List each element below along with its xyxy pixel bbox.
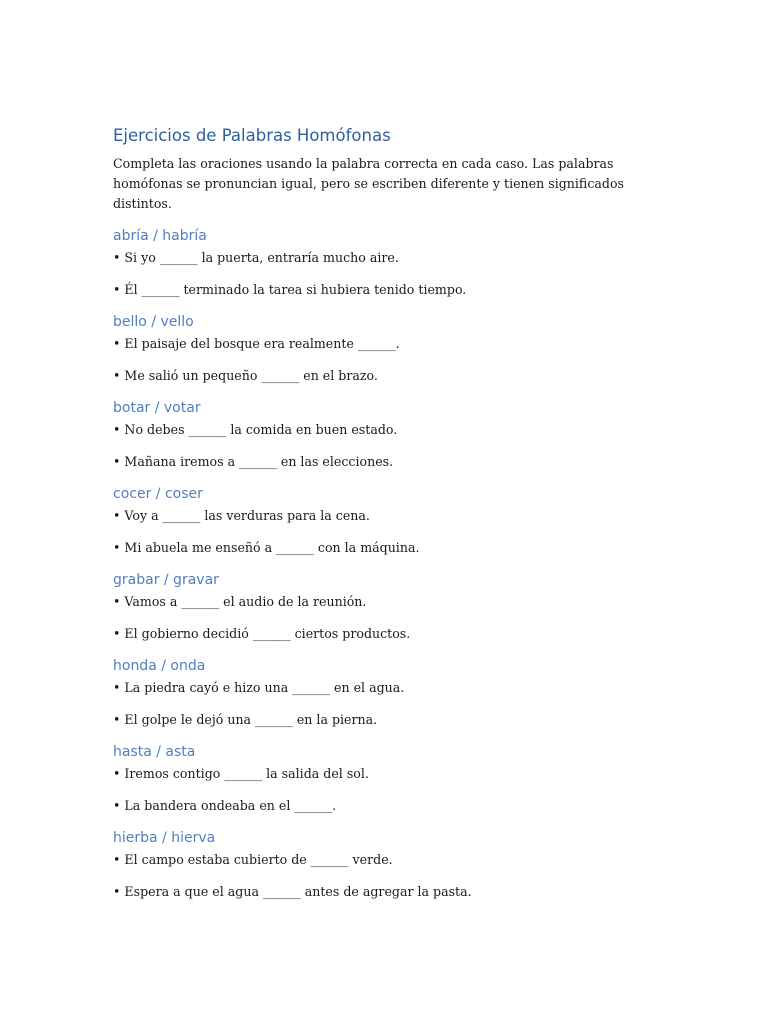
section-heading: hierba / hierva — [113, 830, 216, 846]
exercise-item: • El paisaje del bosque era realmente ______. — [113, 336, 400, 351]
exercise-item: • La bandera ondeaba en el ______. — [113, 798, 337, 813]
section-heading: honda / onda — [113, 658, 206, 674]
intro-paragraph: Completa las oraciones usando la palabra correcta en cada caso. Las palabras homófonas se pronuncian igual, pero se escriben diferente y tienen significados distintos. — [113, 156, 624, 211]
section-heading: grabar / gravar — [113, 572, 219, 588]
section-cocer-coser — [113, 484, 673, 558]
exercise-item: • Espera a que el agua ______ antes de agregar la pasta. — [113, 884, 472, 899]
exercise-item: • La piedra cayó e hizo una ______ en el agua. — [113, 680, 405, 695]
exercise-item: • No debes ______ la comida en buen estado. — [113, 422, 398, 437]
exercise-item: • El gobierno decidió ______ ciertos productos. — [113, 626, 411, 641]
section-bello-vello — [113, 312, 673, 386]
section-honda-onda — [113, 656, 673, 730]
exercise-item: • Vamos a ______ el audio de la reunión. — [113, 594, 367, 609]
section-heading: bello / vello — [113, 314, 194, 330]
exercise-item: • Mi abuela me enseñó a ______ con la máquina. — [113, 540, 420, 555]
exercise-item: • El campo estaba cubierto de ______ verde. — [113, 852, 393, 867]
section-heading: hasta / asta — [113, 744, 196, 760]
page-title: Ejercicios de Palabras Homófonas — [113, 126, 391, 145]
section-heading: cocer / coser — [113, 486, 203, 502]
exercise-item: • Mañana iremos a ______ en las elecciones. — [113, 454, 394, 469]
exercise-item: • Me salió un pequeño ______ en el brazo. — [113, 368, 378, 383]
exercise-item: • Si yo ______ la puerta, entraría mucho aire. — [113, 250, 399, 265]
section-grabar-gravar — [113, 570, 673, 644]
section-abria-habria — [113, 226, 673, 300]
section-heading: botar / votar — [113, 400, 201, 416]
exercise-item: • Iremos contigo ______ la salida del sol. — [113, 766, 369, 781]
document-content — [113, 124, 673, 914]
exercise-item: • Voy a ______ las verduras para la cena. — [113, 508, 370, 523]
section-botar-votar — [113, 398, 673, 472]
section-hasta-asta — [113, 742, 673, 816]
exercise-item: • Él ______ terminado la tarea si hubiera tenido tiempo. — [113, 282, 467, 297]
section-heading: abría / habría — [113, 228, 207, 244]
section-hierba-hierva — [113, 828, 673, 902]
exercise-item: • El golpe le dejó una ______ en la pierna. — [113, 712, 378, 727]
